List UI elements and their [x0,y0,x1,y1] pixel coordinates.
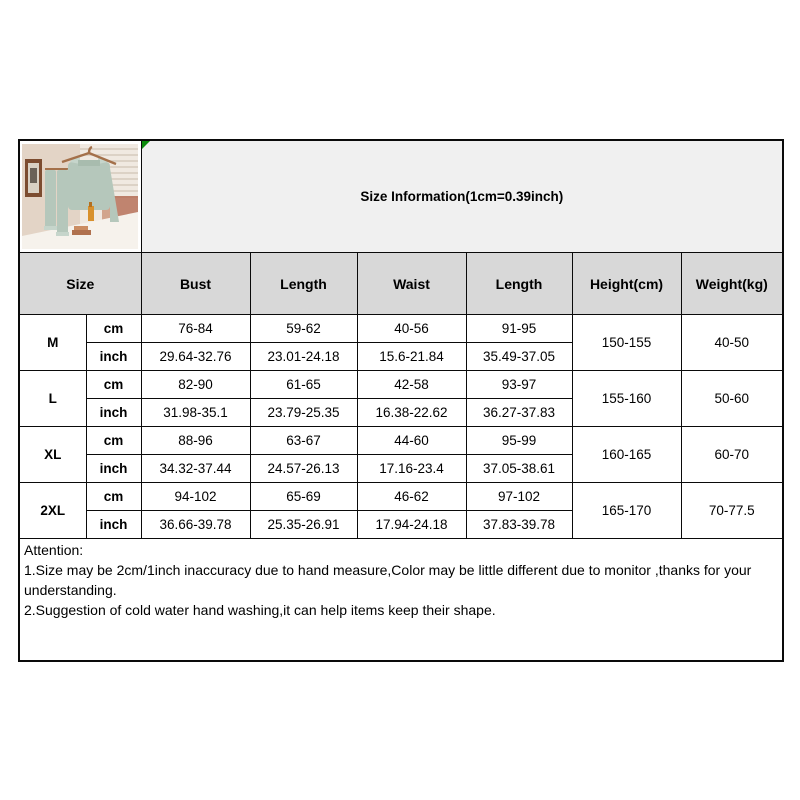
cell-m-height: 150-155 [572,315,681,371]
cell-2xl-bust-cm: 94-102 [141,483,250,511]
books [72,230,91,235]
col-header-height: Height(cm) [572,253,681,315]
cell-2xl-length1-cm: 65-69 [250,483,357,511]
cell-l-bust-cm: 82-90 [141,371,250,399]
cell-2xl-length2-inch: 37.83-39.78 [466,511,572,539]
unit-label-inch: inch [86,343,141,371]
cell-2xl-weight: 70-77.5 [681,483,783,539]
cell-m-length2-cm: 91-95 [466,315,572,343]
cell-l-length1-inch: 23.79-25.35 [250,399,357,427]
cell-l-length2-inch: 36.27-37.83 [466,399,572,427]
cell-2xl-waist-inch: 17.94-24.18 [357,511,466,539]
col-header-length1: Length [250,253,357,315]
page-title: Size Information(1cm=0.39inch) [360,189,564,204]
size-label-2xl: 2XL [19,483,86,539]
unit-label-inch: inch [86,511,141,539]
title-row [19,140,783,253]
row-l-cm [19,371,783,399]
bottle [88,206,94,221]
unit-label-inch: inch [86,455,141,483]
row-m-cm [19,315,783,343]
size-chart-table [18,139,784,662]
cell-xl-weight: 60-70 [681,427,783,483]
cell-m-bust-cm: 76-84 [141,315,250,343]
col-header-weight: Weight(kg) [681,253,783,315]
size-label-l: L [19,371,86,427]
cell-2xl-height: 165-170 [572,483,681,539]
size-label-xl: XL [19,427,86,483]
cell-m-length2-inch: 35.49-37.05 [466,343,572,371]
cell-l-waist-cm: 42-58 [357,371,466,399]
unit-label-cm: cm [86,371,141,399]
cell-xl-length1-inch: 24.57-26.13 [250,455,357,483]
cell-xl-length2-inch: 37.05-38.61 [466,455,572,483]
col-header-bust: Bust [141,253,250,315]
unit-label-cm: cm [86,427,141,455]
cell-l-length1-cm: 61-65 [250,371,357,399]
attention-line-1: 1.Size may be 2cm/1inch inaccuracy due to hand measure,Color may be little different due to monitor ,thanks for your understanding. [24,561,752,598]
unit-label-inch: inch [86,399,141,427]
cell-xl-length2-cm: 95-99 [466,427,572,455]
cell-m-length1-cm: 59-62 [250,315,357,343]
cell-m-weight: 40-50 [681,315,783,371]
cell-xl-bust-inch: 34.32-37.44 [141,455,250,483]
product-image-cell [19,140,141,253]
comment-marker-icon [142,141,150,149]
cell-l-bust-inch: 31.98-35.1 [141,399,250,427]
cell-l-height: 155-160 [572,371,681,427]
cell-2xl-length1-inch: 25.35-26.91 [250,511,357,539]
cell-xl-waist-inch: 17.16-23.4 [357,455,466,483]
attention-line-2: 2.Suggestion of cold water hand washing,it can help items keep their shape. [24,601,496,618]
cell-l-waist-inch: 16.38-22.62 [357,399,466,427]
cell-l-weight: 50-60 [681,371,783,427]
cell-m-length1-inch: 23.01-24.18 [250,343,357,371]
cell-2xl-length2-cm: 97-102 [466,483,572,511]
unit-label-cm: cm [86,315,141,343]
col-header-length2: Length [466,253,572,315]
title-cell [141,140,783,253]
attention-heading: Attention: [24,542,84,558]
cell-m-bust-inch: 29.64-32.76 [141,343,250,371]
size-label-m: M [19,315,86,371]
size-chart-sheet [18,139,784,662]
cell-xl-height: 160-165 [572,427,681,483]
cell-l-length2-cm: 93-97 [466,371,572,399]
product-photo [22,144,138,249]
cell-2xl-waist-cm: 46-62 [357,483,466,511]
attention-row [19,539,783,662]
cell-2xl-bust-inch: 36.66-39.78 [141,511,250,539]
row-xl-cm [19,427,783,455]
unit-label-cm: cm [86,483,141,511]
picture-frame [25,159,42,197]
attention-cell [19,539,783,662]
col-header-waist: Waist [357,253,466,315]
cell-xl-bust-cm: 88-96 [141,427,250,455]
column-header-row [19,253,783,315]
col-header-size: Size [19,253,141,315]
cell-xl-length1-cm: 63-67 [250,427,357,455]
cell-m-waist-inch: 15.6-21.84 [357,343,466,371]
cell-m-waist-cm: 40-56 [357,315,466,343]
cell-xl-waist-cm: 44-60 [357,427,466,455]
row-2xl-cm [19,483,783,511]
